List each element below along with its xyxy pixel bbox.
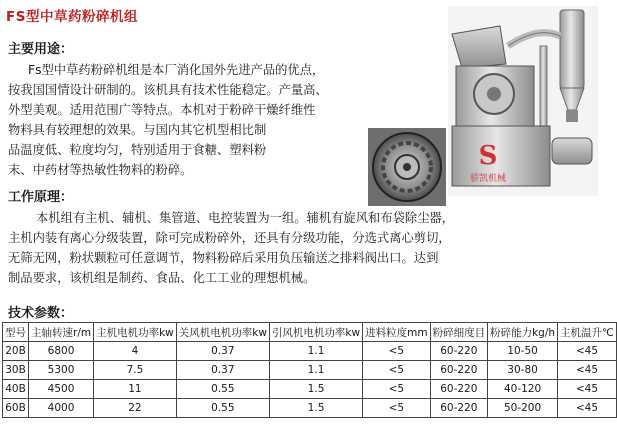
col-header: 主轴转速r/m [29, 323, 94, 342]
table-cell: 4500 [29, 380, 94, 399]
table-cell: 6800 [29, 342, 94, 361]
rotor-image [368, 128, 446, 206]
table-cell: 0.55 [176, 380, 269, 399]
table-cell: 20B [3, 342, 29, 361]
principle-line: 本机组有主机、辅机、集管道、电控装置为一组。辅机有旋风和布袋除尘器， [36, 211, 455, 225]
table-cell: 0.37 [176, 361, 269, 380]
table-cell: <45 [558, 361, 617, 380]
table-row [3, 361, 617, 380]
col-header: 粉碎细度目 [430, 323, 488, 342]
col-header: 主机温升℃ [558, 323, 617, 342]
purpose-line: Fs型中草药粉碎机组是本厂消化国外先进产品的优点， [28, 63, 325, 77]
brand-logo: S [478, 141, 498, 171]
params-heading: 技术参数： [8, 306, 74, 321]
table-row [3, 399, 617, 418]
table-cell: 50-200 [488, 399, 558, 418]
table-cell: 1.1 [269, 342, 362, 361]
purpose-line: 品温度低、粒度均匀，特别适用于食糖、塑料粉 [8, 143, 267, 157]
table-cell: 5300 [29, 361, 94, 380]
table-cell: <5 [363, 380, 430, 399]
table-cell: 10-50 [488, 342, 558, 361]
brand-name: 骄凯机械 [469, 174, 507, 184]
principle-line: 制品要求，该机组是制药、食品、化工工业的理想机械。 [8, 271, 316, 285]
col-header: 主机电机功率kw [94, 323, 177, 342]
col-header: 引风机电机功率kw [269, 323, 362, 342]
table-cell: 40B [3, 380, 29, 399]
col-header: 关风机电机功率kw [176, 323, 269, 342]
table-header-row [3, 323, 617, 342]
purpose-line: 外型美观。适用范围广等特点。本机对于粉碎干燥纤维性 [8, 103, 316, 117]
purpose-line: 物料具有较理想的效果。与国内其它机型相比制 [8, 123, 267, 137]
table-cell: 1.1 [269, 361, 362, 380]
table-cell: <5 [363, 342, 430, 361]
principle-line: 无筛无网，粉状颗粒可任意调节，物料粉碎后采用负压输送之排料阀出口。达到 [8, 251, 439, 265]
table-cell: 11 [94, 380, 177, 399]
purpose-line: 按我国国情设计研制的。该机具有技术性能稳定。产量高、 [8, 83, 328, 97]
principle-heading: 工作原理： [8, 190, 74, 205]
table-cell: <5 [363, 361, 430, 380]
spec-table [2, 322, 617, 418]
table-row [3, 342, 617, 361]
table-cell: 1.5 [269, 399, 362, 418]
table-cell: <45 [558, 380, 617, 399]
table-cell: 60-220 [430, 342, 488, 361]
col-header: 进料粒度mm [363, 323, 430, 342]
table-row [3, 380, 617, 399]
table-cell: 0.55 [176, 399, 269, 418]
col-header: 粉碎能力kg/h [488, 323, 558, 342]
principle-line: 主机内装有离心分级装置，除可完成粉碎外，还具有分级功能，分选式离心剪切， [8, 231, 451, 245]
table-cell: 1.5 [269, 380, 362, 399]
table-cell: <45 [558, 399, 617, 418]
table-cell: 30-80 [488, 361, 558, 380]
col-header: 型号 [3, 323, 29, 342]
table-cell: 30B [3, 361, 29, 380]
table-cell: <45 [558, 342, 617, 361]
machine-image [448, 6, 598, 196]
table-cell: 60B [3, 399, 29, 418]
table-cell: <5 [363, 399, 430, 418]
purpose-line: 末、中药材等热敏性物料的粉碎。 [8, 163, 193, 177]
purpose-heading: 主要用途： [8, 42, 74, 57]
table-cell: 0.37 [176, 342, 269, 361]
table-cell: 7.5 [94, 361, 177, 380]
table-cell: 40-120 [488, 380, 558, 399]
purpose-paragraph [8, 60, 328, 180]
table-cell: 4000 [29, 399, 94, 418]
principle-paragraph [8, 208, 454, 288]
table-cell: 22 [94, 399, 177, 418]
table-cell: 60-220 [430, 380, 488, 399]
table-cell: 60-220 [430, 361, 488, 380]
table-cell: 60-220 [430, 399, 488, 418]
page-title: FS型中草药粉碎机组 [6, 9, 138, 25]
table-cell: 4 [94, 342, 177, 361]
